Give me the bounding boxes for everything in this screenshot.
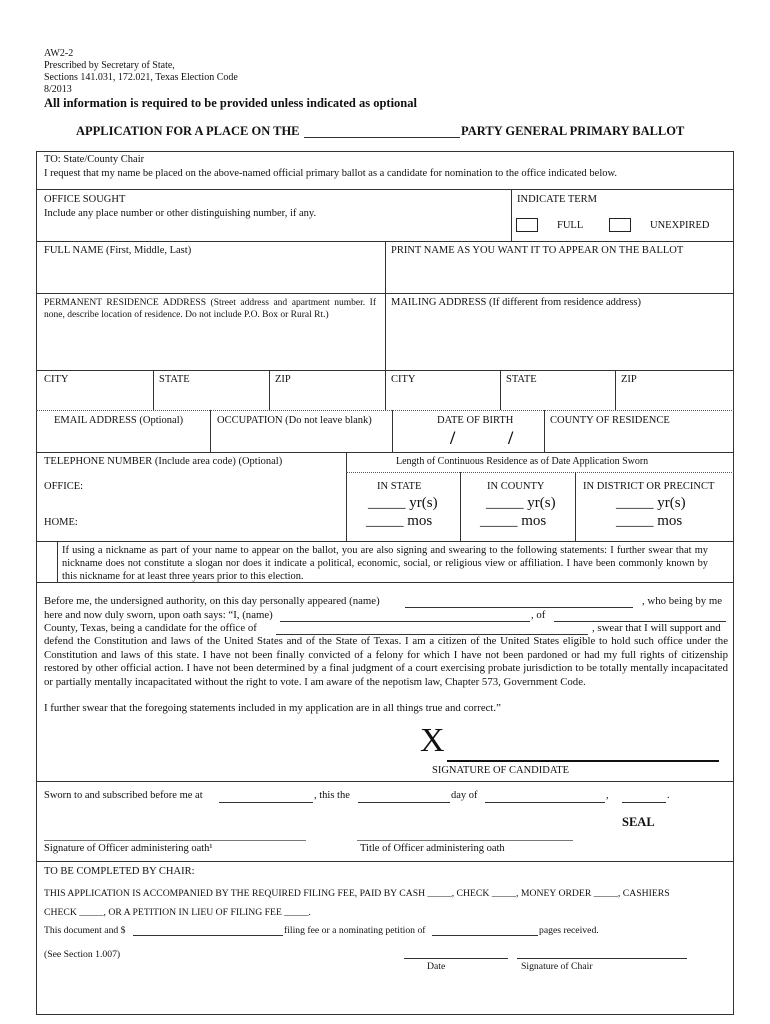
- required-notice: All information is required to be provided unless indicated as optional: [44, 96, 417, 110]
- dob-label: DATE OF BIRTH: [437, 415, 514, 426]
- in-state-label: IN STATE: [377, 481, 422, 492]
- mail-city-label: CITY: [391, 374, 416, 385]
- chair-signature-label: Signature of Chair: [521, 961, 593, 972]
- title-right: PARTY GENERAL PRIMARY BALLOT: [461, 124, 685, 138]
- indicate-term-label: INDICATE TERM: [517, 194, 598, 205]
- in-county-label: IN COUNTY: [487, 481, 545, 492]
- party-name-blank[interactable]: [304, 137, 460, 138]
- officer-signature-line[interactable]: [44, 840, 306, 841]
- chair-date-label: Date: [427, 961, 446, 972]
- office-sought-label: OFFICE SOUGHT: [44, 194, 126, 205]
- oath-line1a: Before me, the undersigned authority, on this day personally appeared (name): [44, 595, 380, 607]
- unexpired-term-label: UNEXPIRED: [650, 220, 710, 231]
- county-residence-label: COUNTY OF RESIDENCE: [550, 415, 670, 426]
- state-months[interactable]: _____ mos: [366, 513, 433, 529]
- oath-line2a: here and now duly sworn, upon oath says: “I, (name): [44, 609, 273, 621]
- officer-title-label: Title of Officer administering oath: [360, 843, 505, 854]
- residence-address-label: PERMANENT RESIDENCE ADDRESS (Street address and apartment number. If none, describe location of residence. Do not include P.O. Box or Rural Rt.): [44, 298, 376, 320]
- full-term-checkbox[interactable]: [516, 218, 538, 232]
- sworn-a: Sworn to and subscribed before me at: [44, 790, 203, 801]
- district-months[interactable]: _____ mos: [616, 513, 683, 529]
- district-years[interactable]: _____ yr(s): [616, 495, 686, 511]
- mailing-address-label: MAILING ADDRESS (If different from residence address): [391, 297, 641, 308]
- oath-line1b: , who being by me: [642, 595, 723, 607]
- mail-zip-label: ZIP: [621, 374, 637, 385]
- chair-fee-line1: THIS APPLICATION IS ACCOMPANIED BY THE REQUIRED FILING FEE, PAID BY CASH _____, CHECK _____, MONEY ORDER _____, CASHIERS: [44, 888, 670, 899]
- res-zip-label: ZIP: [275, 374, 291, 385]
- officer-signature-label: Signature of Officer administering oath¹: [44, 843, 213, 854]
- email-label: EMAIL ADDRESS (Optional): [54, 415, 184, 426]
- prescribed-by: Prescribed by Secretary of State,: [44, 60, 175, 71]
- see-section: (See Section 1.007): [44, 949, 121, 960]
- form-header: [44, 48, 238, 96]
- oath-line2b: , of: [531, 609, 546, 621]
- dob-slashes: / /: [450, 428, 538, 449]
- to-chair: TO: State/County Chair: [44, 154, 145, 165]
- chair-date-line[interactable]: [404, 958, 508, 959]
- signature-x: X: [420, 722, 445, 759]
- signature-label: SIGNATURE OF CANDIDATE: [432, 765, 570, 776]
- unexpired-term-checkbox[interactable]: [609, 218, 631, 232]
- res-state-label: STATE: [159, 374, 190, 385]
- county-months[interactable]: _____ mos: [480, 513, 547, 529]
- request-text: I request that my name be placed on the above-named official primary ballot as a candidate for nomination to the office indicated below.: [44, 168, 618, 179]
- form-id: AW2-2: [44, 48, 74, 59]
- fee-amount-blank[interactable]: [133, 935, 283, 936]
- chair-line3a: This document and $: [44, 925, 126, 936]
- appeared-name-blank[interactable]: [405, 607, 633, 608]
- sworn-place-blank[interactable]: [219, 802, 313, 803]
- sworn-c: day of: [451, 790, 478, 801]
- in-district-label: IN DISTRICT OR PRECINCT: [583, 481, 715, 492]
- chair-line3c: pages received.: [539, 925, 599, 936]
- print-name-label: PRINT NAME AS YOU WANT IT TO APPEAR ON THE BALLOT: [391, 245, 684, 256]
- telephone-label: TELEPHONE NUMBER (Include area code) (Optional): [44, 456, 283, 467]
- oath-line3a: County, Texas, being a candidate for the office of: [44, 622, 257, 634]
- sworn-d: ,: [606, 790, 609, 801]
- oath-body: defend the Constitution and laws of the United States and of the State of Texas. I am a citizen of the United States eligible to hold such office under the Constitution and laws of this state. I have not been finally convicted of a felony for which I have not been pardoned or had my full rights of citizenship restored by other official action. I have not been determined by a final judgment of a court exercising probate jurisdiction to be totally mentally incapacitated or partially mentally incapacitated without the right to vote. I am aware of the nepotism law, Chapter 573, Government Code.: [44, 635, 728, 689]
- title-left: APPLICATION FOR A PLACE ON THE: [76, 124, 300, 138]
- sworn-year-blank[interactable]: [622, 802, 666, 803]
- res-city-label: CITY: [44, 374, 69, 385]
- chair-fee-line2: CHECK _____, OR A PETITION IN LIEU OF FILING FEE _____.: [44, 907, 311, 918]
- petition-pages-blank[interactable]: [432, 935, 538, 936]
- chair-signature-line[interactable]: [517, 958, 687, 959]
- county-years[interactable]: _____ yr(s): [486, 495, 556, 511]
- oath-line3b: , swear that I will support and: [592, 622, 721, 634]
- nickname-statement: If using a nickname as part of your name to appear on the ballot, you are also signing and swearing to the following statements: I further swear that my nickname does not constitute a slogan nor does it indicate a political, economic, social, or religious view or affiliation. I have been commonly known by this nickname for at least three years prior to this election.: [62, 545, 708, 582]
- officer-title-line[interactable]: [357, 840, 573, 841]
- office-sought-sub: Include any place number or other distinguishing number, if any.: [44, 208, 317, 219]
- state-years[interactable]: _____ yr(s): [368, 495, 438, 511]
- full-name-label: FULL NAME (First, Middle, Last): [44, 245, 192, 256]
- office-phone-label: OFFICE:: [44, 481, 84, 492]
- further-swear: I further swear that the foregoing statements included in my application are in all things true and correct.”: [44, 702, 501, 714]
- full-term-label: FULL: [557, 220, 584, 231]
- sworn-b: , this the: [314, 790, 350, 801]
- sworn-e: .: [667, 790, 670, 801]
- seal-label: SEAL: [622, 815, 655, 829]
- residence-length-label: Length of Continuous Residence as of Date Application Sworn: [396, 456, 649, 467]
- sworn-day-blank[interactable]: [358, 802, 450, 803]
- chair-line3b: filing fee or a nominating petition of: [284, 925, 426, 936]
- form-date: 8/2013: [44, 84, 72, 95]
- chair-heading: TO BE COMPLETED BY CHAIR:: [44, 866, 195, 877]
- occupation-label: OCCUPATION (Do not leave blank): [217, 415, 372, 426]
- candidate-name-blank[interactable]: [280, 621, 530, 622]
- candidate-signature-line[interactable]: [447, 760, 719, 762]
- code-sections: Sections 141.031, 172.021, Texas Election Code: [44, 72, 238, 83]
- mail-state-label: STATE: [506, 374, 537, 385]
- home-phone-label: HOME:: [44, 517, 78, 528]
- sworn-month-blank[interactable]: [485, 802, 605, 803]
